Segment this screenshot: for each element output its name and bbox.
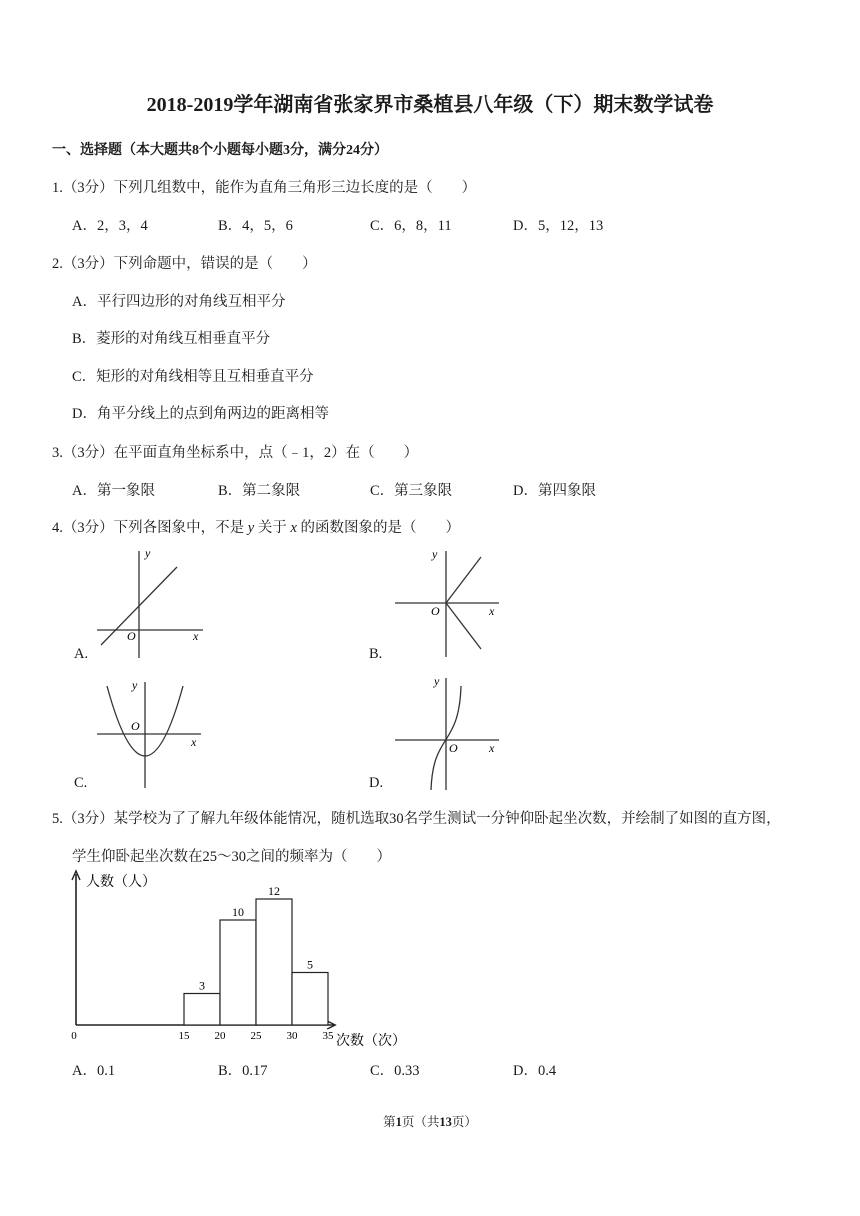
graph-c xyxy=(95,676,210,791)
footer-suffix: 页） xyxy=(451,1115,477,1129)
graph-b-label: B. xyxy=(369,646,383,662)
histogram-x-tick-label: 35 xyxy=(322,1030,334,1042)
histogram-chart xyxy=(60,866,406,1051)
question-4-stem-suffix: 的函数图象的是（ ） xyxy=(300,520,460,536)
histogram-bar-label: 10 xyxy=(232,905,244,919)
graph-a-origin-label: O xyxy=(127,629,136,643)
histogram-x-axis-title: 次数（次） xyxy=(336,1034,406,1049)
question-5-stem-line2: 学生仰卧起坐次数在25～30之间的频率为（ ） xyxy=(72,849,391,865)
histogram-bar xyxy=(220,920,256,1025)
question-2-option-b: B．菱形的对角线互相垂直平分 xyxy=(72,331,271,347)
question-1-option-b: B．4，5，6 xyxy=(218,218,293,234)
question-2-option-c: C．矩形的对角线相等且互相垂直平分 xyxy=(72,369,314,385)
graph-d-x-label: x xyxy=(489,741,495,755)
graph-d-label: D. xyxy=(369,775,384,791)
graph-c-origin-label: O xyxy=(131,719,140,733)
question-1-option-c: C．6，8，11 xyxy=(370,218,452,234)
question-5-option-c: C．0.33 xyxy=(370,1063,420,1079)
page-title: 2018-2019学年湖南省张家界市桑植县八年级（下）期末数学试卷 xyxy=(146,94,714,116)
histogram-layer xyxy=(71,871,406,1049)
graph-a-y-label: y xyxy=(145,546,151,560)
question-1-option-a: A．2，3，4 xyxy=(72,218,148,234)
graph-b-x-label: x xyxy=(489,604,495,618)
question-4-stem-prefix: 4.（3分）下列各图象中，不是 xyxy=(52,520,245,536)
question-5-option-d: D．0.4 xyxy=(513,1063,557,1079)
histogram-bar-label: 5 xyxy=(307,957,313,972)
graph-c-x-label: x xyxy=(191,735,197,749)
graph-a xyxy=(95,545,215,660)
question-3-option-c: C．第三象限 xyxy=(370,483,453,499)
graph-c-label: C. xyxy=(74,775,88,791)
histogram-x-tick-label: 15 xyxy=(178,1030,190,1042)
graph-b xyxy=(393,545,508,660)
histogram-x-tick-label: 25 xyxy=(250,1030,262,1042)
page-footer xyxy=(0,1112,860,1130)
question-3-option-b: B．第二象限 xyxy=(218,483,301,499)
question-3-option-d: D．第四象限 xyxy=(513,483,596,499)
question-5-stem-line1: 5.（3分）某学校为了了解九年级体能情况，随机选取30名学生测试一分钟仰卧起坐次数，并绘制了如图的直方图， xyxy=(52,811,781,827)
histogram-y-axis-title: 人数（人） xyxy=(86,875,156,890)
section-heading: 一、选择题（本大题共8个小题每小题3分，满分24分） xyxy=(52,143,388,158)
histogram-origin-label: 0 xyxy=(71,1030,77,1042)
graph-a-x-label: x xyxy=(193,629,199,643)
question-4-stem xyxy=(52,516,460,537)
question-2-option-d: D．角平分线上的点到角两边的距离相等 xyxy=(72,406,329,422)
graph-b-y-label: y xyxy=(432,547,438,561)
histogram-bar xyxy=(184,994,220,1026)
question-2-option-a: A．平行四边形的对角线互相平分 xyxy=(72,294,286,310)
footer-prefix: 第 xyxy=(383,1115,396,1129)
histogram-bar xyxy=(292,973,328,1026)
graph-b-origin-label: O xyxy=(431,604,440,618)
graph-b-lower-ray xyxy=(446,603,481,649)
histogram-bar xyxy=(256,899,292,1025)
histogram-x-tick-label: 30 xyxy=(286,1030,298,1042)
question-4-var-x: x xyxy=(290,520,297,536)
question-2-stem: 2.（3分）下列命题中，错误的是（ ） xyxy=(52,256,317,272)
question-1-stem: 1.（3分）下列几组数中，能作为直角三角形三边长度的是（ ） xyxy=(52,180,477,196)
question-3-option-a: A．第一象限 xyxy=(72,483,155,499)
graph-d-origin-label: O xyxy=(449,741,458,755)
question-5-option-a: A．0.1 xyxy=(72,1063,116,1079)
footer-total-pages: 13 xyxy=(439,1115,452,1129)
graph-d xyxy=(393,672,508,792)
graph-a-label: A. xyxy=(74,646,89,662)
question-5-option-b: B．0.17 xyxy=(218,1063,268,1079)
question-1-option-d: D．5，12，13 xyxy=(513,218,604,234)
graph-d-y-label: y xyxy=(434,674,440,688)
graph-b-upper-ray xyxy=(446,557,481,603)
graph-c-y-label: y xyxy=(132,678,138,692)
question-4-var-y: y xyxy=(247,520,255,536)
footer-mid: 页（共 xyxy=(401,1115,440,1129)
histogram-bar-label: 12 xyxy=(268,884,280,898)
histogram-bar-label: 3 xyxy=(199,978,205,993)
question-3-stem: 3.（3分）在平面直角坐标系中，点（﹣1，2）在（ ） xyxy=(52,445,419,461)
footer-page-number: 1 xyxy=(395,1115,402,1129)
question-4-stem-mid: 关于 xyxy=(257,520,287,536)
histogram-x-tick-label: 20 xyxy=(214,1030,226,1042)
